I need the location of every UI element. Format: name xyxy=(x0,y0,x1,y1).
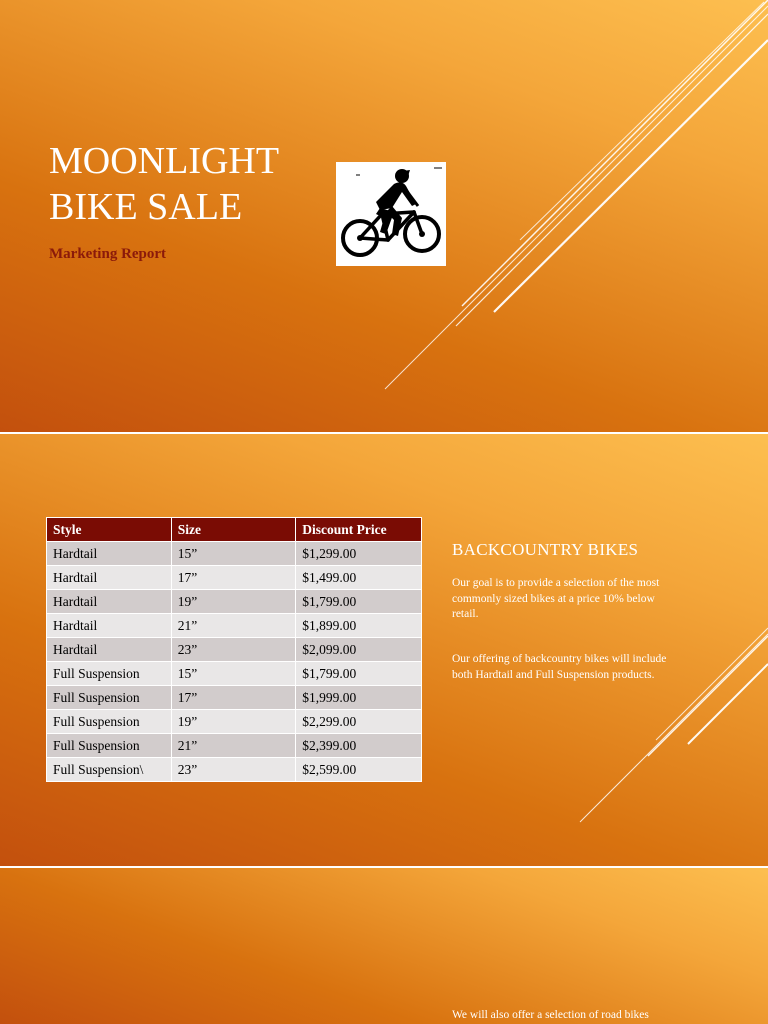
cell-size: 21” xyxy=(171,734,296,758)
cell-size: 19” xyxy=(171,590,296,614)
cell-size: 21” xyxy=(171,614,296,638)
presentation-title xyxy=(49,138,279,230)
cell-style: Hardtail xyxy=(47,542,172,566)
bike-price-table xyxy=(46,517,422,782)
table-row xyxy=(47,566,422,590)
table-header-row xyxy=(47,518,422,542)
cell-size: 23” xyxy=(171,758,296,782)
presentation-subtitle: Marketing Report xyxy=(49,246,167,262)
table-row xyxy=(47,614,422,638)
cell-style: Hardtail xyxy=(47,638,172,662)
cell-price: $1,799.00 xyxy=(296,662,422,686)
cell-style: Hardtail xyxy=(47,614,172,638)
cell-size: 19” xyxy=(171,710,296,734)
cyclist-icon xyxy=(336,162,446,266)
cell-style: Full Suspension xyxy=(47,686,172,710)
cell-style: Full Suspension xyxy=(47,710,172,734)
cell-size: 15” xyxy=(171,662,296,686)
cell-style: Full Suspension xyxy=(47,734,172,758)
cell-price: $2,299.00 xyxy=(296,710,422,734)
cell-style: Full Suspension\ xyxy=(47,758,172,782)
cell-size: 15” xyxy=(171,542,296,566)
cell-price: $2,599.00 xyxy=(296,758,422,782)
table-row xyxy=(47,686,422,710)
offering-paragraph: Our offering of backcountry bikes will include both Hardtail and Full Suspension products. xyxy=(452,653,667,681)
cyclist-image xyxy=(336,162,446,266)
title-slide[interactable] xyxy=(0,0,768,432)
cell-style: Hardtail xyxy=(47,590,172,614)
cell-price: $2,099.00 xyxy=(296,638,422,662)
cell-size: 23” xyxy=(171,638,296,662)
table-row xyxy=(47,542,422,566)
cell-style: Hardtail xyxy=(47,566,172,590)
table-row xyxy=(47,662,422,686)
table-row xyxy=(47,590,422,614)
table-row xyxy=(47,758,422,782)
cell-style: Full Suspension xyxy=(47,662,172,686)
cell-size: 17” xyxy=(171,686,296,710)
table-row xyxy=(47,710,422,734)
column-header-style: Style xyxy=(47,518,172,542)
goal-paragraph: Our goal is to provide a selection of the most commonly sized bikes at a price 10% below retail. xyxy=(452,577,660,620)
title-line-2: BIKE SALE xyxy=(49,186,243,228)
cell-price: $1,799.00 xyxy=(296,590,422,614)
cell-size: 17” xyxy=(171,566,296,590)
table-row xyxy=(47,734,422,758)
cell-price: $1,299.00 xyxy=(296,542,422,566)
backcountry-slide[interactable] xyxy=(0,434,768,866)
section-heading: BACKCOUNTRY BIKES xyxy=(452,540,639,559)
cell-price: $1,999.00 xyxy=(296,686,422,710)
cell-price: $2,399.00 xyxy=(296,734,422,758)
title-line-1: MOONLIGHT xyxy=(49,140,280,182)
road-bikes-paragraph: We will also offer a selection of road bikes xyxy=(452,1009,649,1021)
road-bikes-slide[interactable] xyxy=(0,868,768,1024)
column-header-discount-price: Discount Price xyxy=(296,518,422,542)
cell-price: $1,499.00 xyxy=(296,566,422,590)
column-header-size: Size xyxy=(171,518,296,542)
table-row xyxy=(47,638,422,662)
cell-price: $1,899.00 xyxy=(296,614,422,638)
